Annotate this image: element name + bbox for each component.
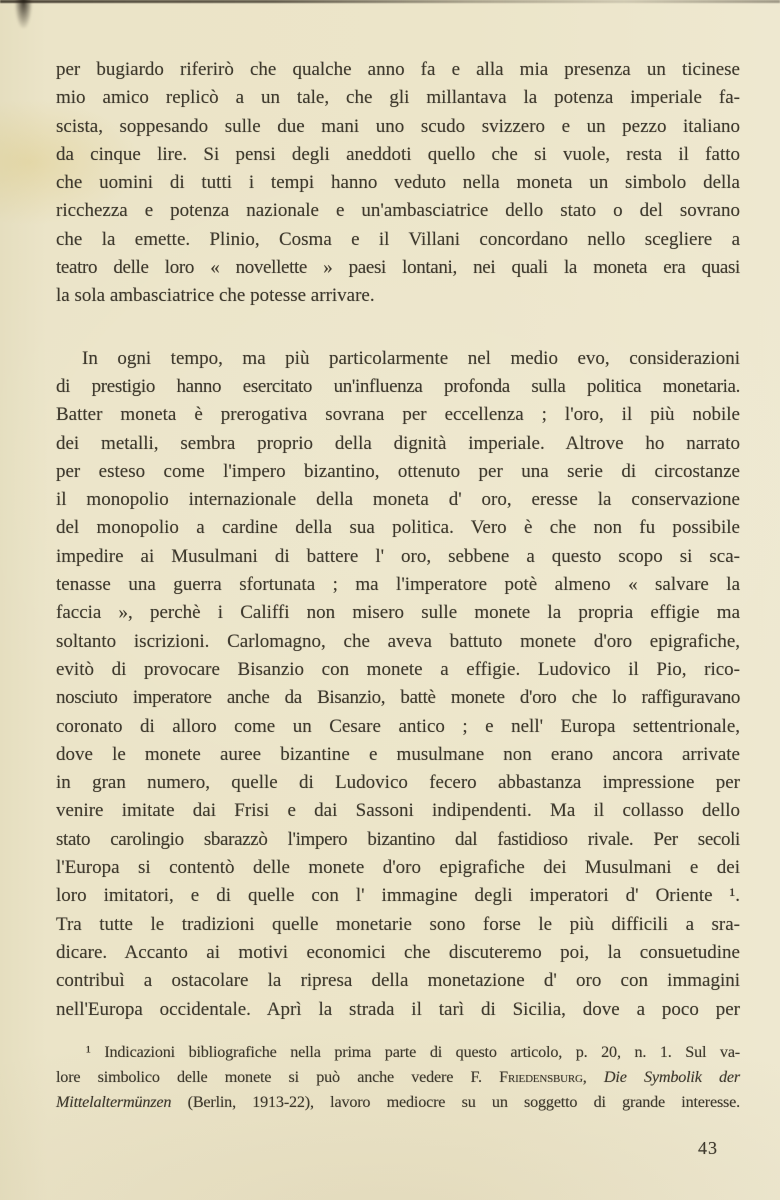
- scan-edge-artifact: [0, 0, 780, 3]
- text-line: [56, 1090, 740, 1115]
- text-segment: ,: [582, 1067, 604, 1086]
- text-line: coronato di alloro come un Cesare antico ; e nell' Europa settentrionale,: [56, 715, 740, 737]
- text-line: il monopolio internazionale della moneta d' oro, eresse la conservazione: [56, 489, 740, 511]
- text-segment: Mittelaltermünzen: [56, 1092, 172, 1111]
- text-line: In ogni tempo, ma più particolarmente nel medio evo, considerazioni: [82, 347, 740, 369]
- text-line: dei metalli, sembra proprio della dignità imperiale. Altrove ho narrato: [56, 432, 740, 454]
- text-line: evitò di provocare Bisanzio con monete a effigie. Ludovico il Pio, rico-: [56, 658, 740, 680]
- text-block: [56, 56, 740, 1115]
- text-line: Batter moneta è prerogativa sovrana per eccellenza ; l'oro, il più nobile: [56, 404, 740, 426]
- text-line: Tra tutte le tradizioni quelle monetarie sono forse le più difficili a sra-: [56, 913, 740, 935]
- text-line: venire imitate dai Frisi e dai Sassoni indipendenti. Ma il collasso dello: [56, 800, 740, 822]
- text-segment: Die Symbolik der: [603, 1067, 740, 1086]
- text-line: stato carolingio sbarazzò l'impero bizantino dal fastidioso rivale. Per secoli: [56, 828, 740, 850]
- text-line: per bugiardo riferirò che qualche anno fa e alla mia presenza un ticinese: [56, 59, 740, 80]
- text-segment: Friedensburg: [499, 1067, 583, 1086]
- text-line: da cinque lire. Si pensi degli aneddoti quello che si vuole, resta il fatto: [56, 143, 740, 165]
- paragraph: [56, 345, 740, 1024]
- text-segment: (Berlin, 1913-22), lavoro mediocre su un soggetto di grande interesse.: [171, 1092, 740, 1111]
- text-line: nell'Europa occidentale. Aprì la strada il tarì di Sicilia, dove a poco per: [56, 998, 740, 1020]
- text-segment: lore simbolico delle monete si può anche vedere F.: [56, 1067, 500, 1086]
- paragraph: [56, 56, 740, 311]
- text-line: [56, 1065, 740, 1090]
- page-number: 43: [698, 1138, 718, 1158]
- text-line: contribuì a ostacolare la ripresa della monetazione d' oro con immagini: [56, 970, 740, 992]
- text-line: che uomini di tutti i tempi hanno veduto nella moneta un simbolo della: [56, 172, 740, 194]
- text-line: teatro delle loro « novellette » paesi lontani, nei quali la moneta era quasi: [56, 257, 740, 279]
- text-line: nosciuto imperatore anche da Bisanzio, battè monete d'oro che lo raffiguravano: [56, 687, 740, 709]
- text-line: per esteso come l'impero bizantino, ottenuto per una serie di circostanze: [56, 460, 740, 482]
- text-line: l'Europa si contentò delle monete d'oro epigrafiche dei Musulmani e dei: [56, 857, 740, 879]
- text-line: faccia », perchè i Califfi non misero sulle monete la propria effigie ma: [56, 602, 740, 624]
- text-line: dicare. Accanto ai motivi economici che discuteremo poi, la consuetudine: [56, 941, 740, 963]
- text-line: in gran numero, quelle di Ludovico fecero abbastanza impressione per: [56, 772, 740, 794]
- text-segment: ¹ Indicazioni bibliografiche nella prima parte di questo articolo, p. 20, n. 1. Sul va-: [86, 1042, 740, 1061]
- text-line: mio amico replicò a un tale, che gli millantava la potenza imperiale fa-: [56, 87, 740, 109]
- text-line: scista, soppesando sulle due mani uno scudo svizzero e un pezzo italiano: [56, 115, 740, 137]
- text-line: ricchezza e potenza nazionale e un'ambasciatrice dello stato o del sovrano: [56, 200, 740, 222]
- scan-smudge-artifact: [15, 0, 32, 28]
- text-line: [56, 1040, 740, 1065]
- text-line: del monopolio a cardine della sua politica. Vero è che non fu possibile: [56, 517, 740, 539]
- text-line: impedire ai Musulmani di battere l' oro, sebbene a questo scopo si sca-: [56, 545, 740, 567]
- text-line: di prestigio hanno esercitato un'influenza profonda sulla politica monetaria.: [56, 375, 740, 397]
- text-line: soltanto iscrizioni. Carlomagno, che aveva battuto monete d'oro epigrafiche,: [56, 630, 740, 652]
- body-paragraphs: [56, 56, 740, 1024]
- footnote: [56, 1040, 740, 1115]
- text-line: dove le monete auree bizantine e musulmane non erano ancora arrivate: [56, 743, 740, 765]
- text-line: loro imitatori, e di quelle con l' immagine degli imperatori d' Oriente ¹.: [56, 885, 740, 907]
- text-line: che la emette. Plinio, Cosma e il Villani concordano nello scegliere a: [56, 228, 740, 250]
- text-line: la sola ambasciatrice che potesse arrivare.: [56, 285, 375, 307]
- text-line: tenasse una guerra sfortunata ; ma l'imperatore potè almeno « salvare la: [56, 574, 740, 596]
